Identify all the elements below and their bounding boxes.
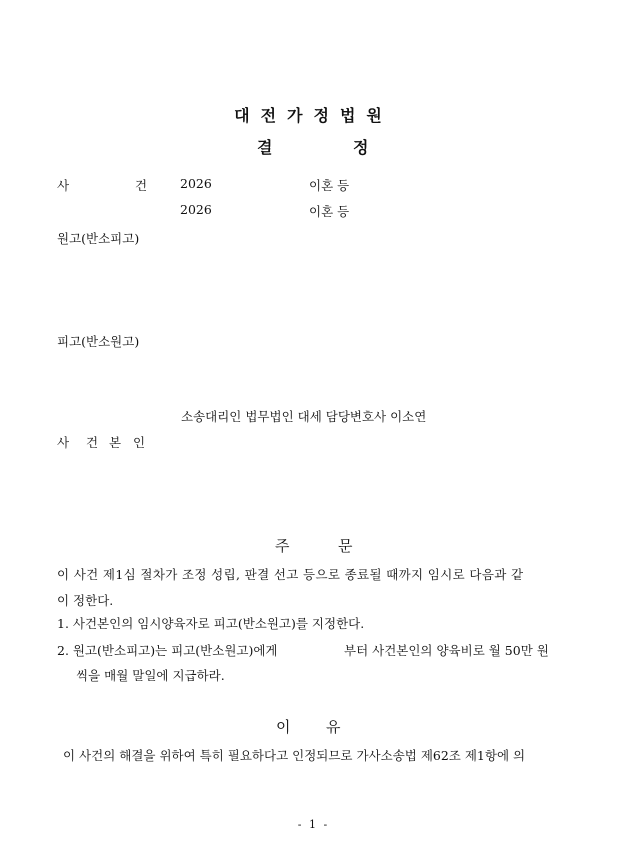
order-heading-2: 문	[338, 537, 353, 555]
reason-heading-1: 이	[276, 718, 291, 736]
case-label-2: 건	[135, 178, 148, 193]
order-intro-line-1: 이 사건 제1심 절차가 조정 성립, 판결 선고 등으로 종료될 때까지 임시로 다음과 같	[57, 567, 524, 582]
order-intro-line-2: 이 정한다.	[57, 593, 114, 608]
case-year-1: 2026	[180, 176, 212, 191]
case-name-2: 이혼 등	[309, 204, 350, 219]
page-number: - 1 -	[297, 818, 330, 831]
defendant-label: 피고(반소원고)	[57, 334, 140, 349]
subject-label-1: 사	[57, 435, 70, 450]
case-name-1: 이혼 등	[309, 178, 350, 193]
case-year-2: 2026	[180, 202, 212, 217]
order-item-2-line-2: 씩을 매월 말일에 지급하라.	[76, 668, 225, 683]
doc-type-char-1: 결	[257, 138, 273, 157]
case-label-1: 사	[57, 178, 70, 193]
doc-type-char-2: 정	[353, 138, 369, 157]
plaintiff-label: 원고(반소피고)	[57, 231, 140, 246]
order-item-1: 1. 사건본인의 임시양육자로 피고(반소원고)를 지정한다.	[57, 616, 365, 631]
court-name: 대전가정법원	[234, 106, 393, 125]
subject-label-4: 인	[133, 435, 146, 450]
order-heading-1: 주	[275, 537, 290, 555]
counsel-line: 소송대리인 법무법인 대세 담당변호사 이소연	[181, 409, 427, 424]
subject-label-3: 본	[109, 435, 122, 450]
reason-heading-2: 유	[326, 718, 341, 736]
order-item-2-part-1: 2. 원고(반소피고)는 피고(반소원고)에게	[57, 643, 278, 658]
subject-label-2: 건	[86, 435, 99, 450]
order-item-2-part-2: 부터 사건본인의 양육비로 월 50만 원	[344, 643, 549, 658]
reason-line-1: 이 사건의 해결을 위하여 특히 필요하다고 인정되므로 가사소송법 제62조 제1항에 의	[63, 748, 526, 763]
